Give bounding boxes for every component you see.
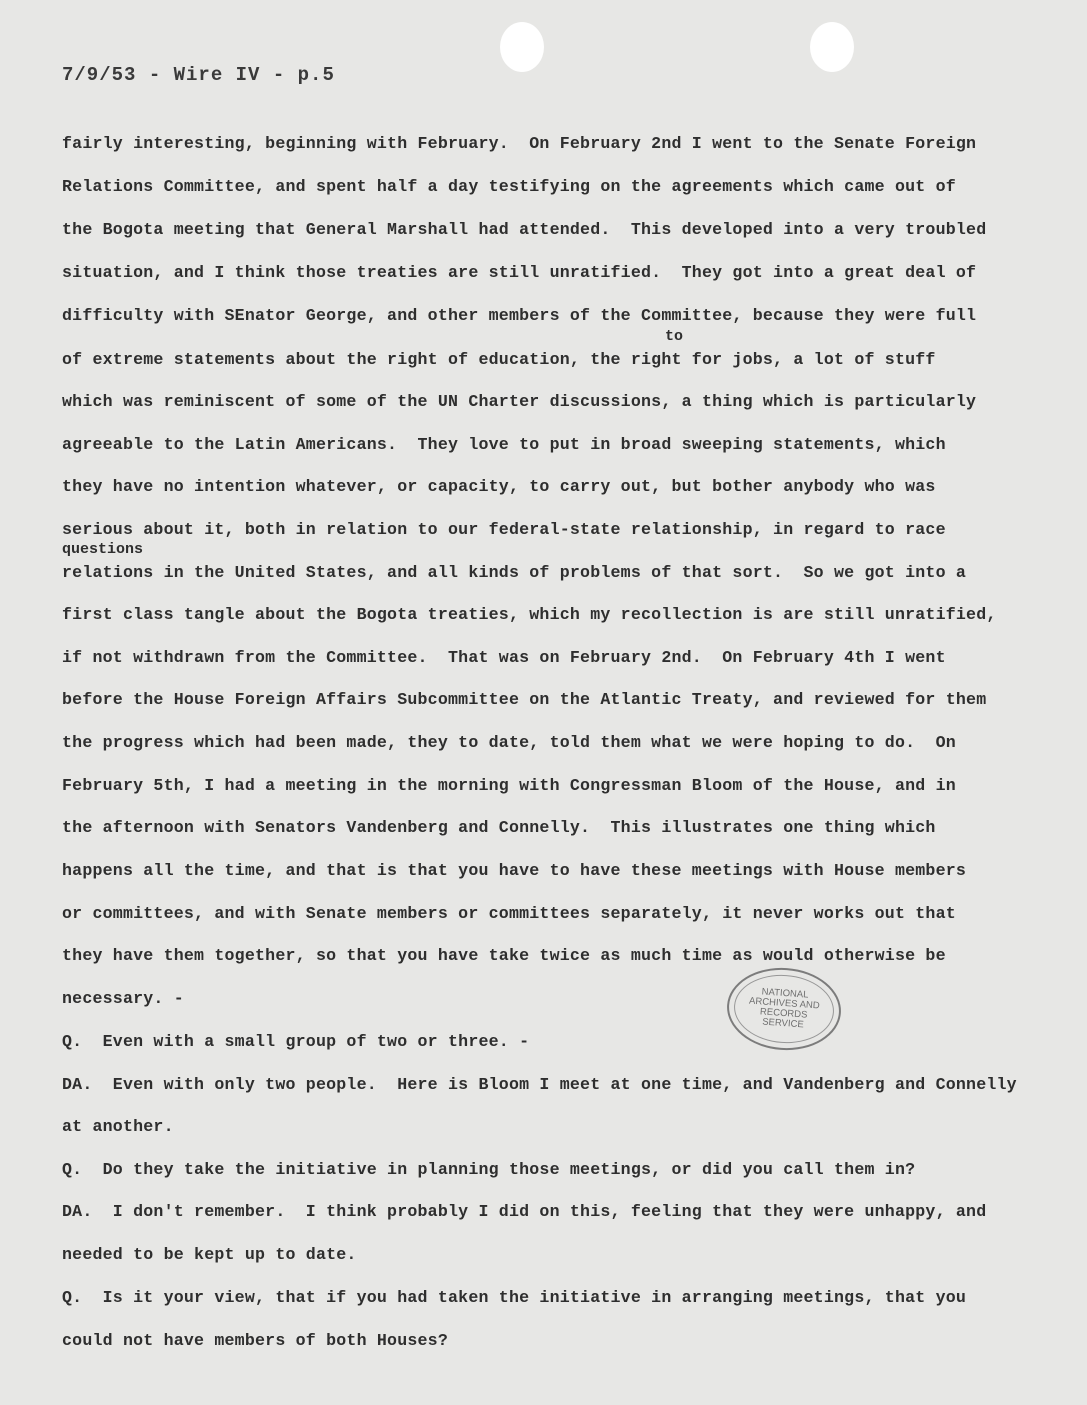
text-line: situation, and I think those treaties are still unratified. They got into a great deal of <box>62 263 977 282</box>
text-line: fairly interesting, beginning with February. On February 2nd I went to the Senate Foreign <box>62 134 977 153</box>
punch-hole <box>500 22 544 72</box>
text-line: which was reminiscent of some of the UN Charter discussions, a thing which is particularly <box>62 392 977 411</box>
text-line: needed to be kept up to date. <box>62 1245 357 1264</box>
typed-insertion: to <box>665 328 684 345</box>
text-line: Relations Committee, and spent half a day testifying on the agreements which came out of <box>62 177 956 196</box>
archive-stamp <box>724 964 843 1054</box>
text-line: relations in the United States, and all kinds of problems of that sort. So we got into a <box>62 563 967 582</box>
text-line: they have them together, so that you have take twice as much time as would otherwise be <box>62 946 946 965</box>
text-line: before the House Foreign Affairs Subcommittee on the Atlantic Treaty, and reviewed for them <box>62 690 987 709</box>
punch-hole <box>810 22 854 72</box>
text-line: agreeable to the Latin Americans. They love to put in broad sweeping statements, which <box>62 435 946 454</box>
stamp-center-text: NATIONAL ARCHIVES AND RECORDS SERVICE <box>748 986 821 1031</box>
text-line: necessary. - <box>62 989 184 1008</box>
text-line: the Bogota meeting that General Marshall had attended. This developed into a very troubled <box>62 220 987 239</box>
text-line: serious about it, both in relation to our federal-state relationship, in regard to race <box>62 520 946 539</box>
text-line: DA. Even with only two people. Here is Bloom I meet at one time, and Vandenberg and Connelly <box>62 1075 1017 1094</box>
text-line: DA. I don't remember. I think probably I did on this, feeling that they were unhappy, and <box>62 1202 987 1221</box>
text-line: the afternoon with Senators Vandenberg and Connelly. This illustrates one thing which <box>62 818 936 837</box>
text-line: if not withdrawn from the Committee. That was on February 2nd. On February 4th I went <box>62 648 946 667</box>
text-line: they have no intention whatever, or capacity, to carry out, but bother anybody who was <box>62 477 936 496</box>
page-header: 7/9/53 - Wire IV - p.5 <box>62 64 335 86</box>
text-line: Q. Do they take the initiative in planning those meetings, or did you call them in? <box>62 1160 916 1179</box>
text-line: Q. Even with a small group of two or three. - <box>62 1032 530 1051</box>
text-line: the progress which had been made, they to date, told them what we were hoping to do. On <box>62 733 956 752</box>
text-line: of extreme statements about the right of education, the right for jobs, a lot of stuff <box>62 350 936 369</box>
text-line: at another. <box>62 1117 174 1136</box>
text-line: happens all the time, and that is that you have to have these meetings with House members <box>62 861 967 880</box>
text-line: could not have members of both Houses? <box>62 1331 448 1350</box>
text-line: Q. Is it your view, that if you had taken the initiative in arranging meetings, that you <box>62 1288 967 1307</box>
text-line: first class tangle about the Bogota treaties, which my recollection is are still unratified, <box>62 605 997 624</box>
typed-insertion: questions <box>62 541 144 558</box>
text-line: or committees, and with Senate members or committees separately, it never works out that <box>62 904 956 923</box>
text-line: difficulty with SEnator George, and other members of the Committee, because they were full <box>62 306 977 325</box>
text-line: February 5th, I had a meeting in the morning with Congressman Bloom of the House, and in <box>62 776 956 795</box>
